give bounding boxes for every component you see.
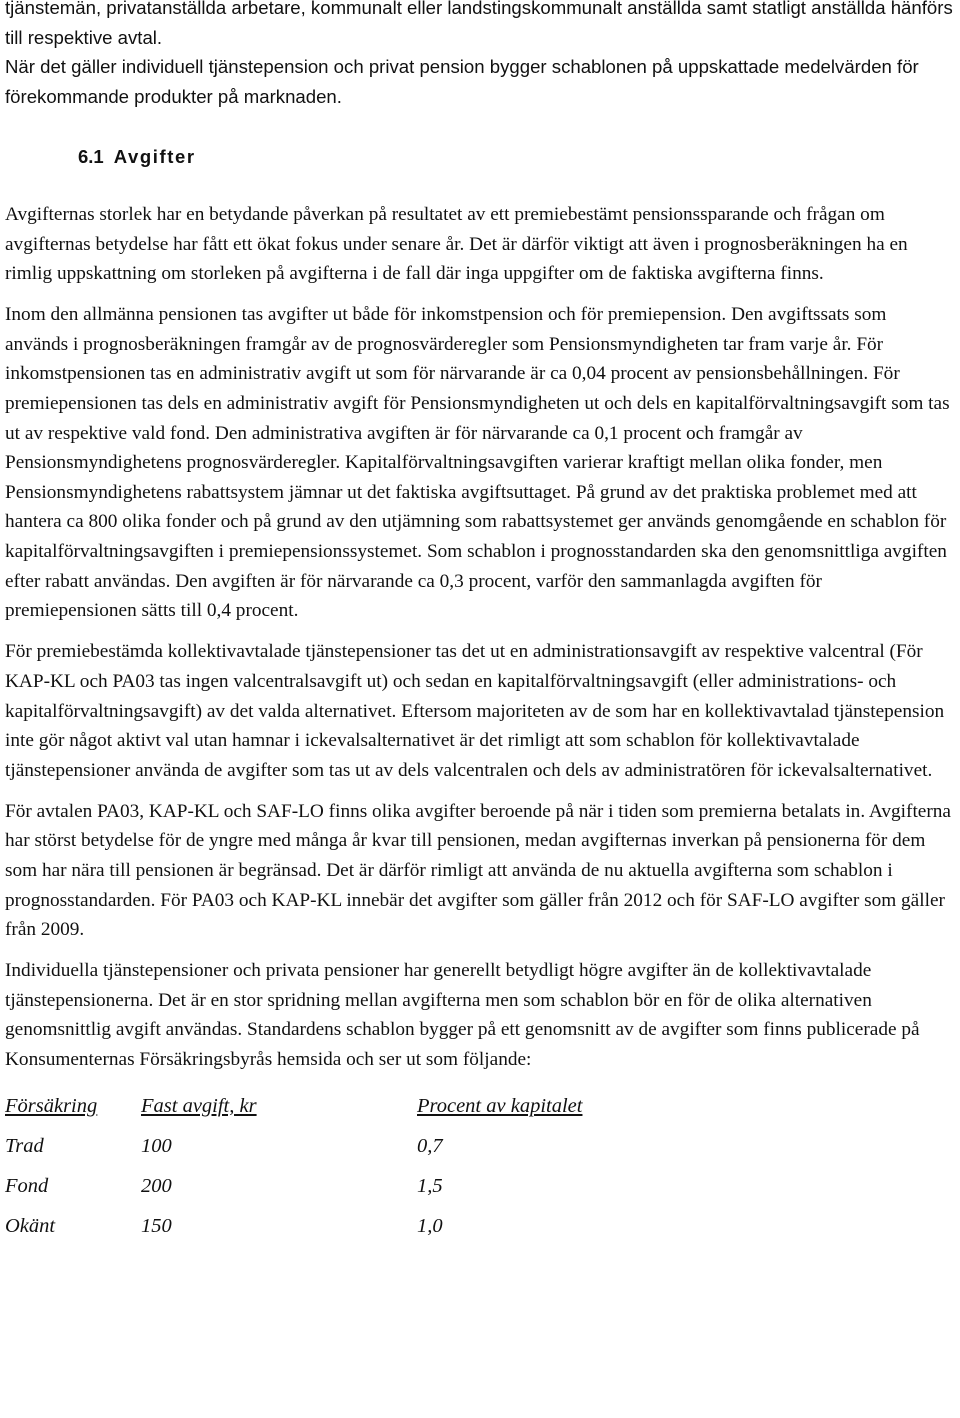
table-cell: 1,5 xyxy=(417,1174,443,1197)
intro-text xyxy=(5,0,954,111)
body-paragraph: Avgifternas storlek har en betydande påverkan på resultatet av ett premiebestämt pensionssparande och frågan om avgifternas betydelse har fått ett ökat fokus under senare år. Det är därför viktigt att även i prognosberäkningen ha en rimlig uppskattning om storleken på avgifterna i de fall där inga uppgifter om de faktiska avgifterna finns. xyxy=(5,204,908,285)
column-header-insurance: Försäkring xyxy=(5,1094,98,1117)
table-cell: Trad xyxy=(5,1134,44,1157)
table-cell: 0,7 xyxy=(417,1134,443,1157)
table-cell: 150 xyxy=(141,1214,172,1237)
table-cell: 200 xyxy=(141,1174,172,1197)
fee-table xyxy=(5,1086,582,1246)
body-paragraph: För premiebestämda kollektivavtalade tjänstepensioner tas det ut en administrationsavgift av respektive valcentral (För KAP-KL och PA03 tas ingen valcentralsavgift ut) och sedan en kapitalförvaltningsavgift (eller administrations- och kapitalförvaltningsavgift) av det valda alternativet. Eftersom majoriteten av de som har en kollektivavtalad tjänstepension inte gör något aktivt val utan hamnar i ickevalsalternativet är det rimligt att som schablon för kollektivavtalade tjänstepensioner använda de avgifter som tas ut av dels valcentralen och dels av administratören för ickevalsalternativet. xyxy=(5,641,945,781)
intro-paragraph: tjänstemän, privatanställda arbetare, kommunalt eller landstingskommunalt anställda samt statligt anställda hänförs till respektive avtal. xyxy=(5,0,953,48)
body-paragraph: För avtalen PA03, KAP-KL och SAF-LO finns olika avgifter beroende på när i tiden som premierna betalats in. Avgifterna har störst betydelse för de yngre med många år kvar till pensionen, medan avgifternas inverkan på pensionerna för dem som har nära till pensionen är begränsad. Det är därför rimligt att använda de nu aktuella avgifterna som schablon i prognosstandarden. För PA03 och KAP-KL innebär det avgifter som gäller från 2012 och för SAF-LO avgifter som gäller från 2009. xyxy=(5,800,951,941)
table-row xyxy=(5,1206,582,1246)
intro-paragraph: När det gäller individuell tjänstepension och privat pension bygger schablonen på uppskattade medelvärden för förekommande produkter på marknaden. xyxy=(5,56,919,107)
table-row xyxy=(5,1166,582,1206)
section-body xyxy=(5,200,954,1075)
section-number: 6.1 xyxy=(78,146,104,167)
table-cell: Okänt xyxy=(5,1214,56,1237)
table-header-row xyxy=(5,1086,582,1126)
section-heading xyxy=(78,145,954,169)
table-row xyxy=(5,1126,582,1166)
column-header-percent: Procent av kapitalet xyxy=(417,1094,583,1117)
table-cell: Fond xyxy=(5,1174,49,1197)
table-cell: 100 xyxy=(141,1134,172,1157)
body-paragraph: Individuella tjänstepensioner och privata pensioner har generellt betydligt högre avgifter än de kollektivavtalade tjänstepensionerna. Det är en stor spridning mellan avgifterna men som schablon bör en för de olika alternativen genomsnittlig avgift användas. Standardens schablon bygger på ett genomsnitt av de avgifter som finns publicerade på Konsumenternas Försäkringsbyrås hemsida och ser ut som följande: xyxy=(5,960,920,1071)
table-cell: 1,0 xyxy=(417,1214,443,1237)
body-paragraph: Inom den allmänna pensionen tas avgifter ut både för inkomstpension och för premiepension. Den avgiftssats som används i prognosberäkningen framgår av de prognosvärderegler som Pensionsmyndigheten tar fram varje år. För inkomstpensionen tas en administrativ avgift ut som för närvarande är ca 0,04 procent av pensionsbehållningen. För premiepensionen tas dels en administrativ avgift för Pensionsmyndigheten ut och dels en kapitalförvaltningsavgift som tas ut av respektive vald fond. Den administrativa avgiften är för närvarande ca 0,1 procent och framgår av Pensionsmyndighetens prognosvärderegler. Kapitalförvaltningsavgiften varierar kraftigt mellan olika fonder, men Pensionsmyndighetens rabattsystem jämnar ut det faktiska avgiftsuttaget. På grund av det praktiska problemet med att hantera ca 800 olika fonder och på grund av den utjämning som rabattsystemet ger används genomgående en schablon för kapitalförvaltningsavgiften i premiepensionssystemet. Som schablon i prognosstandarden ska den genomsnittliga avgiften efter rabatt användas. Den avgiften är för närvarande ca 0,3 procent, varför den sammanlagda avgiften för premiepensionen sätts till 0,4 procent. xyxy=(5,304,950,622)
column-header-fixed-fee: Fast avgift, kr xyxy=(141,1094,257,1117)
section-title: Avgifter xyxy=(113,146,196,167)
